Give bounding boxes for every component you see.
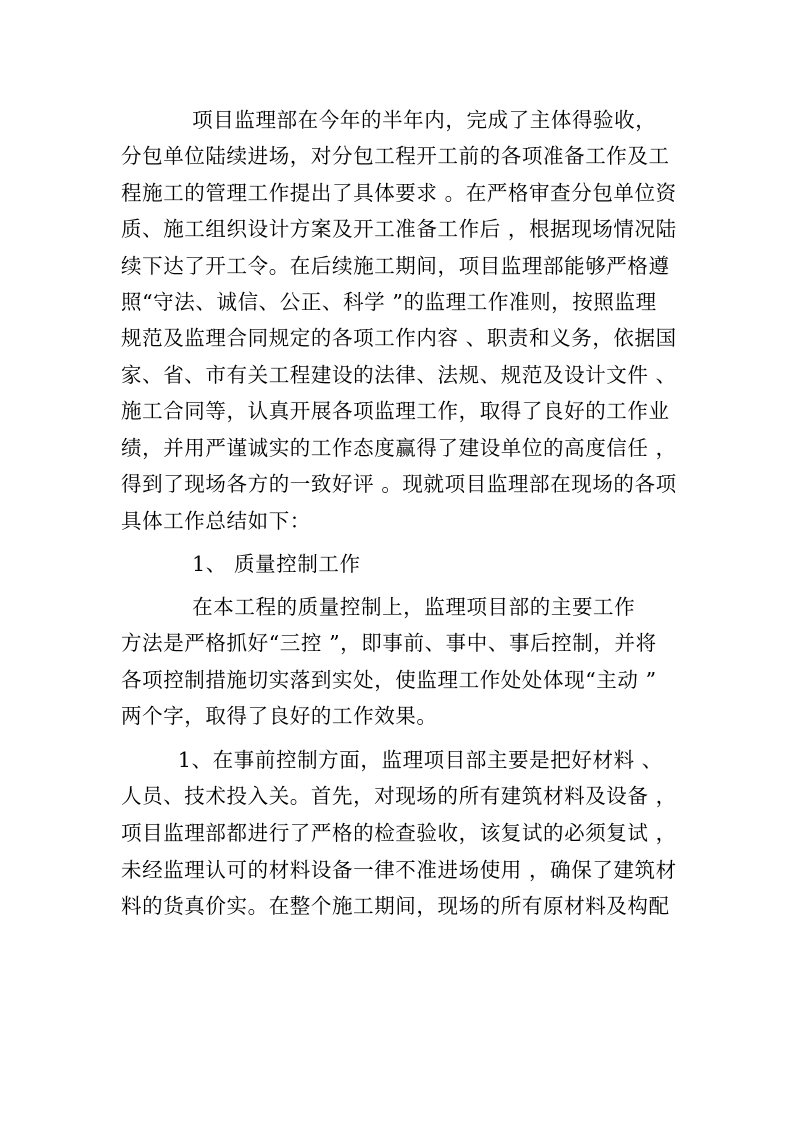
paragraph-line: 规范及监理合同规定的各项工作内容 、职责和义务，依据国 xyxy=(121,326,677,350)
paragraph-line: 施工合同等，认真开展各项监理工作，取得了良好的工作业 xyxy=(121,399,670,423)
paragraph-line: 续下达了开工令。在后续施工期间，项目监理部能够严格遵 xyxy=(121,254,670,278)
paragraph-line: 程施工的管理工作提出了具体要求 。在严格审查分包单位资 xyxy=(121,181,677,205)
paragraph-line: 在本工程的质量控制上，监理项目部的主要工作 xyxy=(121,595,636,619)
paragraph-line: 照“守法、诚信、公正、科学 ”的监理工作准则，按照监理 xyxy=(121,290,657,314)
paragraph-line: 方法是严格抓好“三控 ”，即事前、事中、事后控制，并将 xyxy=(121,631,657,655)
paragraph-line: 未经监理认可的材料设备一律不准进场使用 ，确保了建筑材 xyxy=(121,858,677,882)
section-heading: 1、 质量控制工作 xyxy=(121,552,361,576)
paragraph-line: 家、省、市有关工程建设的法律、法规、规范及设计文件 、 xyxy=(121,363,677,387)
paragraph-line: 人员、技术投入关。首先，对现场的所有建筑材料及设备 ， xyxy=(121,784,677,808)
paragraph-line: 得到了现场各方的一致好评 。现就项目监理部在现场的各项 xyxy=(121,472,677,496)
paragraph-line: 绩，并用严谨诚实的工作态度赢得了建设单位的高度信任 ， xyxy=(121,436,677,460)
paragraph-line: 料的货真价实。在整个施工期间，现场的所有原材料及构配 xyxy=(121,894,670,918)
paragraph-line: 具体工作总结如下： xyxy=(121,509,311,533)
paragraph-line: 分包单位陆续进场，对分包工程开工前的各项准备工作及工 xyxy=(121,144,670,168)
paragraph-line: 各项控制措施切实落到实处，使监理工作处处体现“主动 ” xyxy=(121,668,657,692)
paragraph-line: 项目监理部都进行了严格的检查验收，该复试的必须复试 ， xyxy=(121,821,677,845)
paragraph-line: 两个字，取得了良好的工作效果。 xyxy=(121,704,438,728)
paragraph-line: 1、在事前控制方面，监理项目部主要是把好材料 、 xyxy=(121,748,663,772)
paragraph-line: 项目监理部在今年的半年内，完成了主体得验收， xyxy=(121,108,657,132)
paragraph-line: 质、施工组织设计方案及开工准备工作后 ，根据现场情况陆 xyxy=(121,217,677,241)
